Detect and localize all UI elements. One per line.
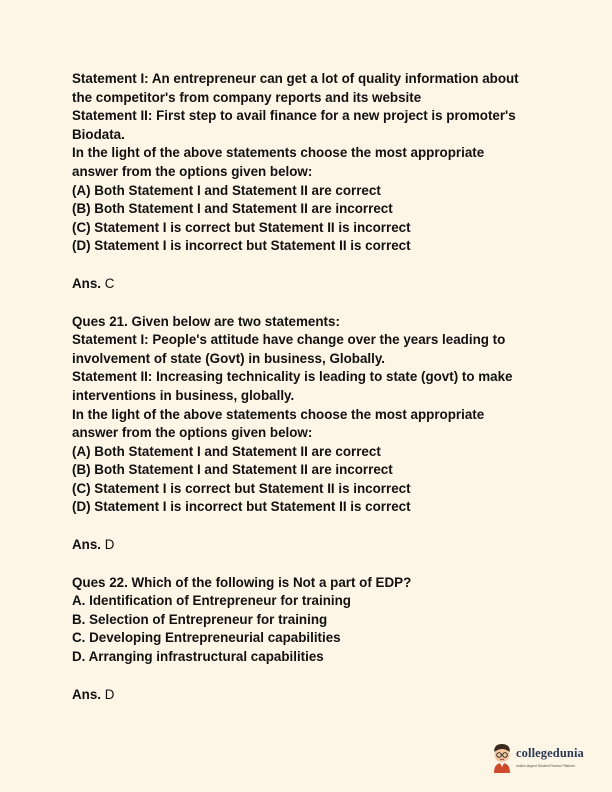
question-block-21 [72,313,552,555]
statement-line: Statement I: People's attitude have change over the years leading to [72,332,506,348]
option-a: A. Identification of Entrepreneur for training [72,593,351,609]
statement-line: involvement of state (Govt) in business, Globally. [72,350,385,366]
answer-value: C [104,275,115,291]
answer-label: Ans. [72,686,105,702]
statement-line: interventions in business, globally. [72,387,295,403]
option-a: (A) Both Statement I and Statement II are correct [72,182,381,198]
option-d: D. Arranging infrastructural capabilities [72,649,324,665]
option-b: (B) Both Statement I and Statement II are incorrect [72,201,393,217]
answer-label: Ans. [72,275,105,291]
instruction-line: answer from the options given below: [72,425,313,441]
statement-line: Statement II: Increasing technicality is leading to state (govt) to make [72,369,513,385]
answer-line [72,686,552,705]
option-d: (D) Statement I is incorrect but Statement II is correct [72,238,411,254]
question-block-1 [72,70,552,294]
instruction-line: answer from the options given below: [72,163,313,179]
brand-name: collegedunia [516,746,584,760]
mascot-icon [490,742,514,774]
option-c: (C) Statement I is correct but Statement II is incorrect [72,480,411,496]
answer-label: Ans. [72,537,105,553]
option-b: (B) Both Statement I and Statement II are incorrect [72,462,393,478]
answer-value: D [104,537,115,553]
instruction-line: In the light of the above statements choose the most appropriate [72,406,485,422]
question-title: Ques 21. Given below are two statements: [72,313,340,329]
brand-tagline: India's largest Student Review Platform [516,764,576,768]
statement-line: Biodata. [72,126,125,142]
question-title: Ques 22. Which of the following is Not a part of EDP? [72,574,412,590]
option-c: C. Developing Entrepreneurial capabilities [72,630,341,646]
collegedunia-logo [490,742,595,776]
option-d: (D) Statement I is incorrect but Statement II is correct [72,499,411,515]
option-b: B. Selection of Entrepreneur for training [72,611,328,627]
statement-line: Statement I: An entrepreneur can get a lot of quality information about [72,71,519,86]
answer-line [72,536,552,555]
instruction-line: In the light of the above statements choose the most appropriate [72,145,485,161]
document-body [72,70,552,704]
statement-line: Statement II: First step to avail finance for a new project is promoter's [72,108,516,124]
answer-value: D [104,686,115,702]
question-block-22 [72,574,552,705]
option-c: (C) Statement I is correct but Statement II is incorrect [72,219,411,235]
statement-line: the competitor's from company reports and its website [72,89,422,105]
option-a: (A) Both Statement I and Statement II are correct [72,443,381,459]
answer-line [72,275,552,294]
